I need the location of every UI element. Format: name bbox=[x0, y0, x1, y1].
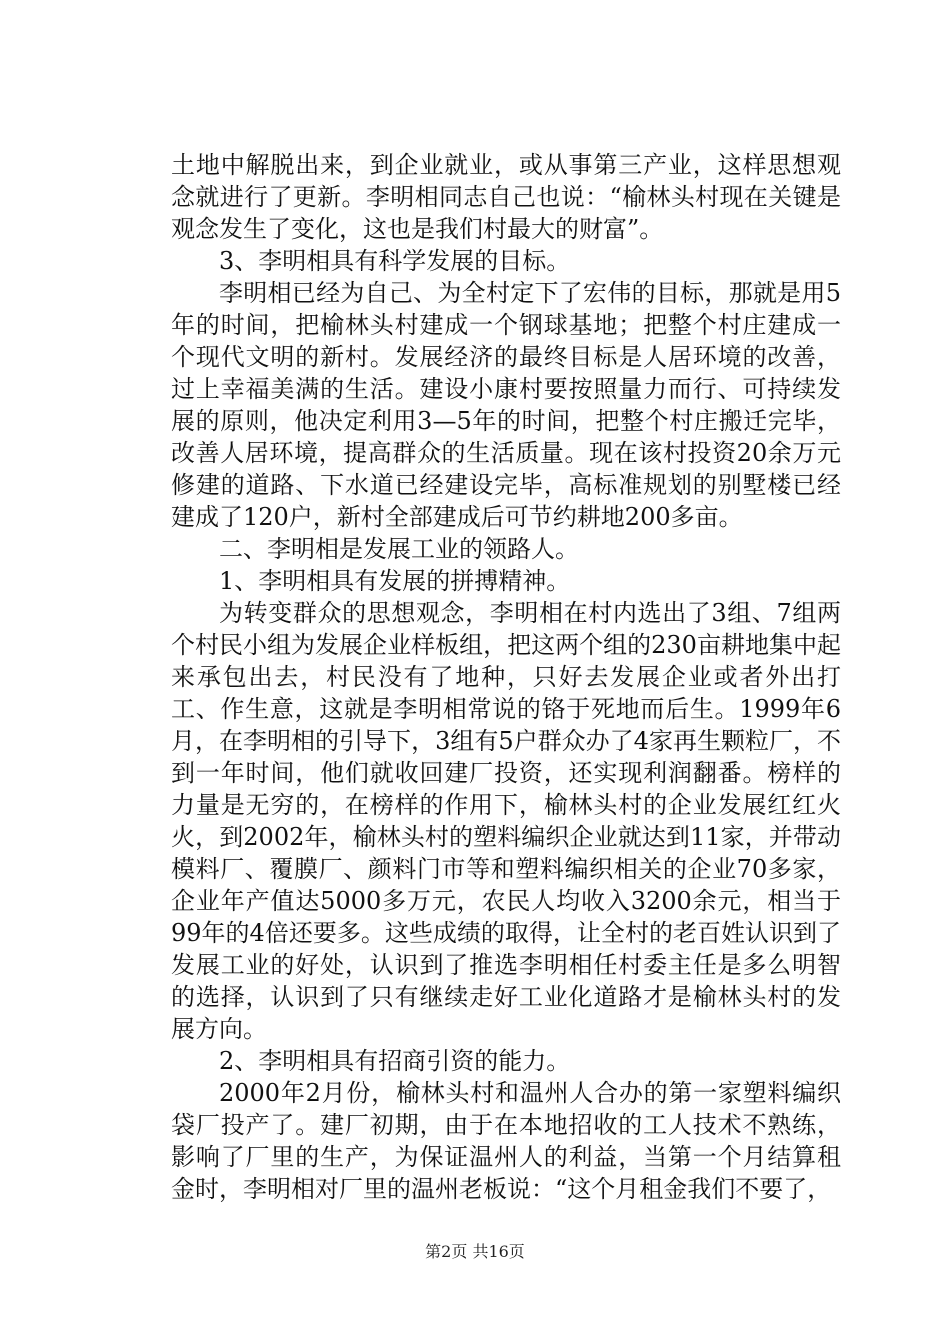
subsection-heading-2: 2、李明相具有招商引资的能力。 bbox=[219, 1047, 571, 1075]
paragraph-continuation: 土地中解脱出来，到企业就业，或从事第三产业，这样思想观念就进行了更新。李明相同志自己也说：“榆林头村现在关键是观念发生了变化，这也是我们村最大的财富”。 bbox=[171, 151, 841, 243]
section-heading-3: 3、李明相具有科学发展的目标。 bbox=[219, 247, 571, 275]
page-number: 第2页 共16页 bbox=[425, 1242, 525, 1261]
paragraph: 2000年2月份，榆林头村和温州人合办的第一家塑料编织袋厂投产了。建厂初期，由于在本地招收的工人技术不熟练，影响了厂里的生产，为保证温州人的利益，当第一个月结算租金时，李明相对厂里的温州老板说：“这个月租金我们不要了， bbox=[171, 1079, 841, 1203]
paragraph: 为转变群众的思想观念，李明相在村内选出了3组、7组两个村民小组为发展企业样板组，把这两个组的230亩耕地集中起来承包出去，村民没有了地种，只好去发展企业或者外出打工、作生意，这就是李明相常说的铬于死地而后生。1999年6月，在李明相的引导下，3组有5户群众办了4家再生颗粒厂，不到一年时间，他们就收回建厂投资，还实现利润翻番。榜样的力量是无穷的，在榜样的作用下，榆林头村的企业发展红红火火，到2002年，榆林头村的塑料编织企业就达到11家，并带动模料厂、覆膜厂、颜料门市等和塑料编织相关的企业70多家，企业年产值达5000多万元，农民人均收入3200余元，相当于99年的4倍还要多。这些成绩的取得，让全村的老百姓认识到了发展工业的好处，认识到了推选李明相任村委主任是多么明智的选择，认识到了只有继续走好工业化道路才是榆林头村的发展方向。 bbox=[171, 599, 841, 1043]
paragraph: 李明相已经为自己、为全村定下了宏伟的目标，那就是用5年的时间，把榆林头村建成一个钢球基地；把整个村庄建成一个现代文明的新村。发展经济的最终目标是人居环境的改善，过上幸福美满的生活。建设小康村要按照量力而行、可持续发展的原则，他决定利用3—5年的时间，把整个村庄搬迁完毕，改善人居环境，提高群众的生活质量。现在该村投资20余万元修建的道路、下水道已经建设完毕，高标准规划的别墅楼已经建成了120户，新村全部建成后可节约耕地200多亩。 bbox=[171, 279, 841, 531]
section-heading-2: 二、李明相是发展工业的领路人。 bbox=[219, 535, 579, 563]
body-text bbox=[171, 149, 841, 1205]
subsection-heading-1: 1、李明相具有发展的拼搏精神。 bbox=[219, 567, 571, 595]
